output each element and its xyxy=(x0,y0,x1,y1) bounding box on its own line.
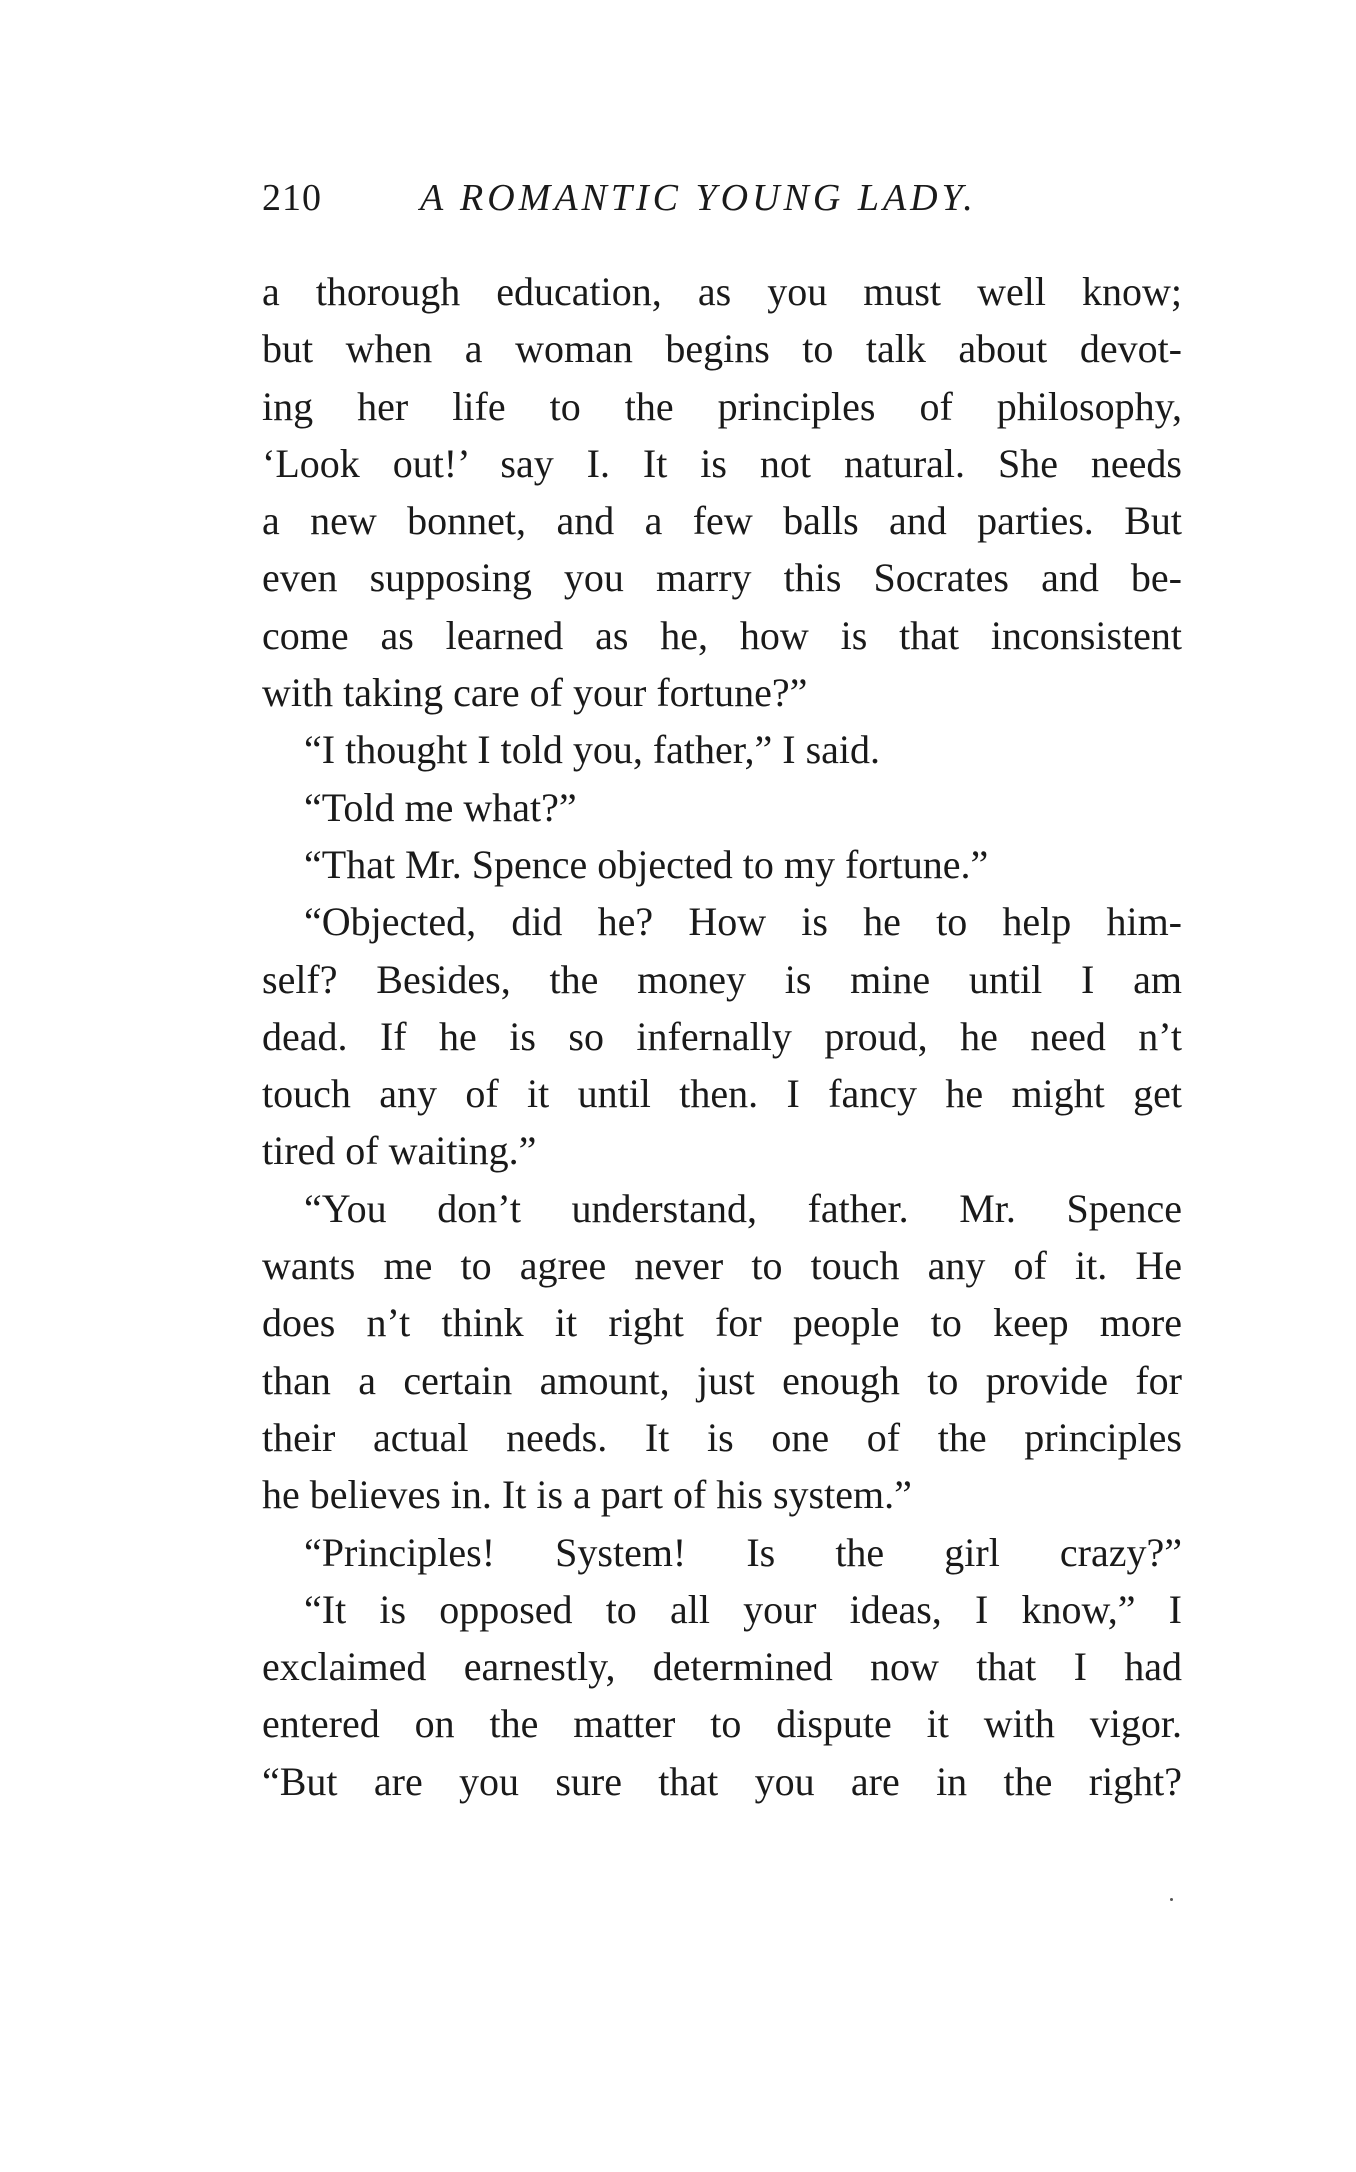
page-number: 210 xyxy=(262,177,322,219)
text-line: “But are you sure that you are in the right? xyxy=(262,1758,1182,1804)
ink-speck xyxy=(1170,1898,1173,1901)
text-line: does n’t think it right for people to keep more xyxy=(262,1300,1182,1346)
running-head xyxy=(262,176,1182,236)
text-line: “I thought I told you, father,” I said. xyxy=(304,727,881,773)
text-line: but when a woman begins to talk about devot- xyxy=(262,326,1182,372)
body-text xyxy=(262,263,1182,1810)
text-line: “Objected, did he? How is he to help him- xyxy=(304,899,1182,945)
text-line: “It is opposed to all your ideas, I know,” I xyxy=(304,1586,1182,1632)
text-line: “That Mr. Spence objected to my fortune.” xyxy=(304,841,989,887)
text-line: touch any of it until then. I fancy he might get xyxy=(262,1071,1182,1117)
text-line: wants me to agree never to touch any of it. He xyxy=(262,1243,1182,1289)
text-line: “Told me what?” xyxy=(304,784,577,830)
text-line: tired of waiting.” xyxy=(262,1128,537,1174)
text-line: dead. If he is so infernally proud, he need n’t xyxy=(262,1013,1182,1059)
text-line: ‘Look out!’ say I. It is not natural. She needs xyxy=(262,440,1182,486)
text-line: come as learned as he, how is that inconsistent xyxy=(262,612,1182,658)
text-line: exclaimed earnestly, determined now that I had xyxy=(262,1644,1182,1690)
running-title: A ROMANTIC YOUNG LADY. xyxy=(420,177,977,219)
text-line: self? Besides, the money is mine until I am xyxy=(262,956,1182,1002)
text-line: ing her life to the principles of philosophy, xyxy=(262,383,1182,429)
text-line: he believes in. It is a part of his system.” xyxy=(262,1472,912,1518)
text-line: “Principles! System! Is the girl crazy?” xyxy=(304,1529,1182,1575)
text-line: even supposing you marry this Socrates and be- xyxy=(262,555,1182,601)
text-line: than a certain amount, just enough to provide for xyxy=(262,1357,1182,1403)
text-line: with taking care of your fortune?” xyxy=(262,670,808,716)
text-line: entered on the matter to dispute it with vigor. xyxy=(262,1701,1182,1747)
text-line: “You don’t understand, father. Mr. Spence xyxy=(304,1185,1182,1231)
text-line: a thorough education, as you must well know; xyxy=(262,269,1182,314)
text-line: their actual needs. It is one of the principles xyxy=(262,1414,1182,1460)
text-line: a new bonnet, and a few balls and parties. But xyxy=(262,498,1182,544)
